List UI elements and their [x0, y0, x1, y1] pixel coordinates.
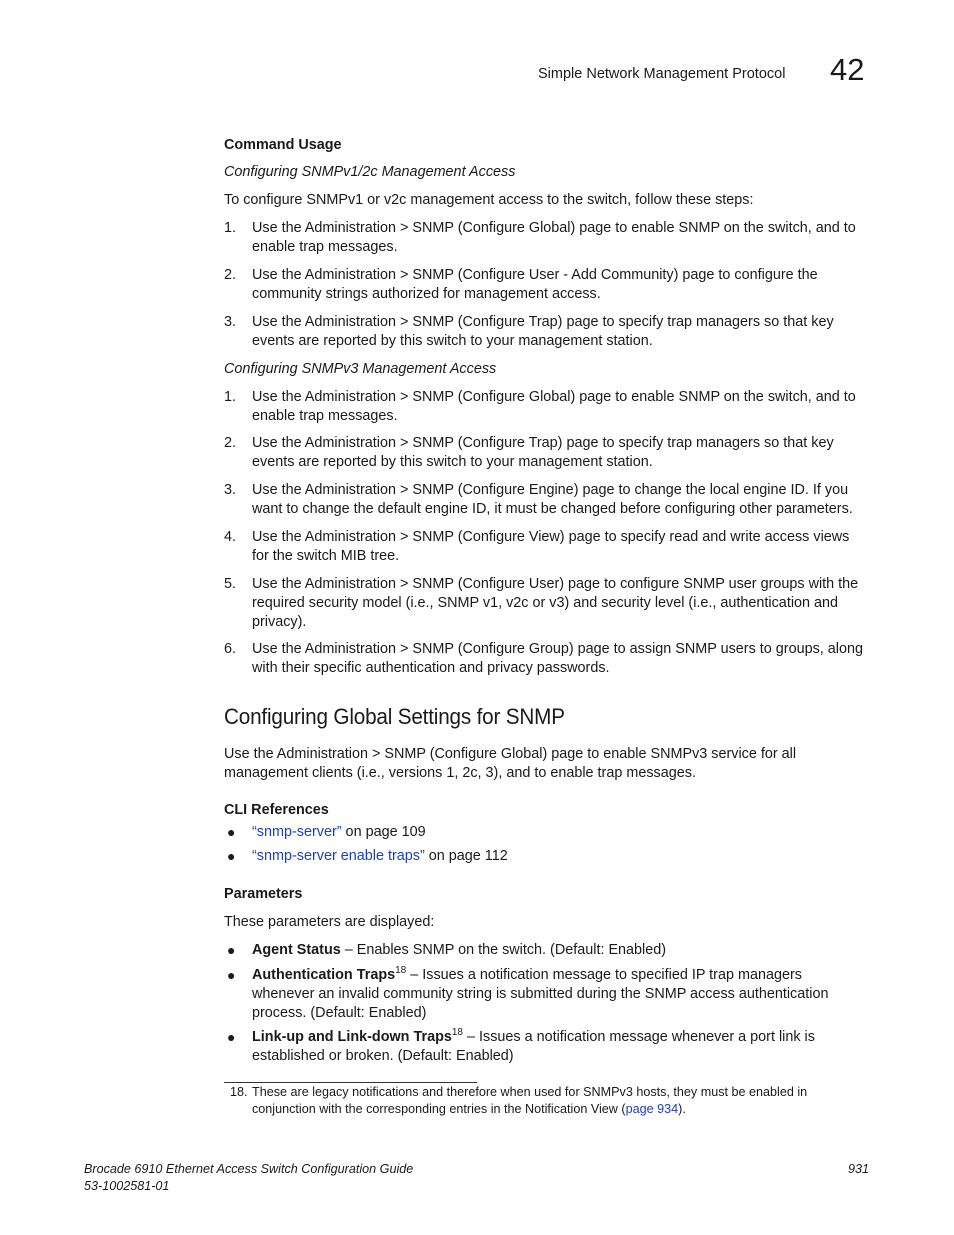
step-text: [252, 640, 872, 678]
step-text: [252, 481, 872, 519]
footnote-ref[interactable]: 18: [451, 1027, 463, 1039]
bullet-icon: ●: [227, 942, 236, 958]
step-number: 6.: [224, 641, 237, 657]
step-text: [252, 313, 872, 351]
parameters-heading: Parameters: [224, 886, 303, 902]
parameter-desc: – Enables SNMP on the switch. (Default: Enabled): [340, 942, 667, 958]
step-number: 2.: [224, 435, 237, 451]
step-line: Use the Administration > SNMP (Configure Group) page to assign SNMP users to groups, along: [252, 641, 863, 657]
step-number: 3.: [224, 482, 237, 498]
step-line: events are reported by this switch to your management station.: [252, 454, 653, 470]
parameter-desc: – Issues a notification message to specified IP trap managers: [406, 967, 802, 983]
cli-references-heading: CLI References: [224, 802, 329, 818]
cli-reference-page: on page 112: [424, 848, 508, 864]
step-line: Use the Administration > SNMP (Configure User) page to configure SNMP user groups with the: [252, 576, 859, 592]
step-number: 1.: [224, 389, 237, 405]
bullet-icon: ●: [227, 967, 236, 983]
step-line: privacy).: [252, 614, 307, 630]
bullet-icon: ●: [227, 1029, 236, 1045]
step-text: [252, 575, 872, 632]
footnote-line: These are legacy notifications and therefore when used for SNMPv3 hosts, they must be enabled in: [252, 1085, 808, 1099]
parameter-term: Agent Status: [252, 942, 341, 958]
footnote-number: 18.: [230, 1085, 248, 1099]
step-line: Use the Administration > SNMP (Configure User - Add Community) page to configure the: [252, 267, 818, 283]
parameter-item: [252, 1028, 872, 1066]
bullet-icon: ●: [227, 824, 236, 840]
step-number: 5.: [224, 576, 237, 592]
v3-subheading: Configuring SNMPv3 Management Access: [224, 361, 497, 377]
v12-intro: To configure SNMPv1 or v2c management access to the switch, follow these steps:: [224, 192, 754, 208]
cli-reference-link[interactable]: “snmp-server”: [252, 824, 342, 840]
step-text: [252, 528, 872, 566]
step-line: with their specific authentication and privacy passwords.: [252, 660, 610, 676]
footnote-text: [252, 1084, 872, 1118]
step-number: 1.: [224, 220, 237, 236]
cli-reference: [252, 823, 872, 842]
footer-doc-number: 53-1002581-01: [84, 1179, 170, 1193]
intro-line: management clients (i.e., versions 1, 2c, 3), and to enable trap messages.: [224, 765, 696, 781]
running-header-title: Simple Network Management Protocol: [538, 66, 786, 82]
step-line: required security model (i.e., SNMP v1, v2c or v3) and security level (i.e., authentication and: [252, 595, 839, 611]
step-line: for the switch MIB tree.: [252, 548, 400, 564]
step-line: want to change the default engine ID, it must be changed before configuring other parameters.: [252, 501, 853, 517]
step-line: Use the Administration > SNMP (Configure View) page to specify read and write access views: [252, 529, 850, 545]
footnote-line: conjunction with the corresponding entries in the Notification View (: [252, 1102, 626, 1116]
step-number: 2.: [224, 267, 237, 283]
footnote-divider: [224, 1082, 477, 1083]
step-line: Use the Administration > SNMP (Configure Global) page to enable SNMP on the switch, and to: [252, 389, 856, 405]
parameters-intro: These parameters are displayed:: [224, 914, 435, 930]
intro-line: Use the Administration > SNMP (Configure Global) page to enable SNMPv3 service for all: [224, 746, 797, 762]
footer-page-number: 931: [848, 1162, 870, 1176]
cli-reference-link[interactable]: “snmp-server enable traps”: [252, 848, 425, 864]
step-line: events are reported by this switch to your management station.: [252, 333, 653, 349]
v12-subheading: Configuring SNMPv1/2c Management Access: [224, 164, 516, 180]
step-number: 3.: [224, 314, 237, 330]
section-intro: [224, 745, 872, 783]
parameter-term: Link-up and Link-down Traps: [252, 1029, 452, 1045]
parameter-item: [252, 966, 872, 1023]
step-line: Use the Administration > SNMP (Configure Trap) page to specify trap managers so that key: [252, 435, 834, 451]
step-line: Use the Administration > SNMP (Configure Global) page to enable SNMP on the switch, and to: [252, 220, 856, 236]
step-text: [252, 388, 872, 426]
section-title: Configuring Global Settings for SNMP: [224, 704, 565, 729]
parameter-desc-line: whenever an invalid community string is submitted during the SNMP access authentication: [252, 986, 829, 1002]
step-line: enable trap messages.: [252, 408, 398, 424]
chapter-number: 42: [830, 52, 865, 87]
parameter-term: Authentication Traps: [252, 967, 396, 983]
footnote-page-link[interactable]: page 934: [625, 1102, 679, 1116]
step-line: Use the Administration > SNMP (Configure Trap) page to specify trap managers so that key: [252, 314, 834, 330]
footer-doc-title: Brocade 6910 Ethernet Access Switch Configuration Guide: [84, 1162, 414, 1176]
parameter-desc-line: process. (Default: Enabled): [252, 1005, 427, 1021]
step-line: enable trap messages.: [252, 239, 398, 255]
parameter-desc: – Issues a notification message whenever a port link is: [463, 1029, 815, 1045]
bullet-icon: ●: [227, 848, 236, 864]
parameter-desc-line: established or broken. (Default: Enabled): [252, 1048, 514, 1064]
cli-reference-page: on page 109: [341, 824, 426, 840]
footnote-ref[interactable]: 18: [395, 965, 407, 977]
parameter-item: [252, 941, 872, 960]
step-text: [252, 219, 872, 257]
step-text: [252, 266, 872, 304]
cli-reference: [252, 847, 872, 866]
step-line: Use the Administration > SNMP (Configure Engine) page to change the local engine ID. If you: [252, 482, 849, 498]
command-usage-heading: Command Usage: [224, 137, 342, 153]
step-text: [252, 434, 872, 472]
step-number: 4.: [224, 529, 237, 545]
step-line: community strings authorized for management access.: [252, 286, 601, 302]
footnote-line-end: ).: [678, 1102, 686, 1116]
